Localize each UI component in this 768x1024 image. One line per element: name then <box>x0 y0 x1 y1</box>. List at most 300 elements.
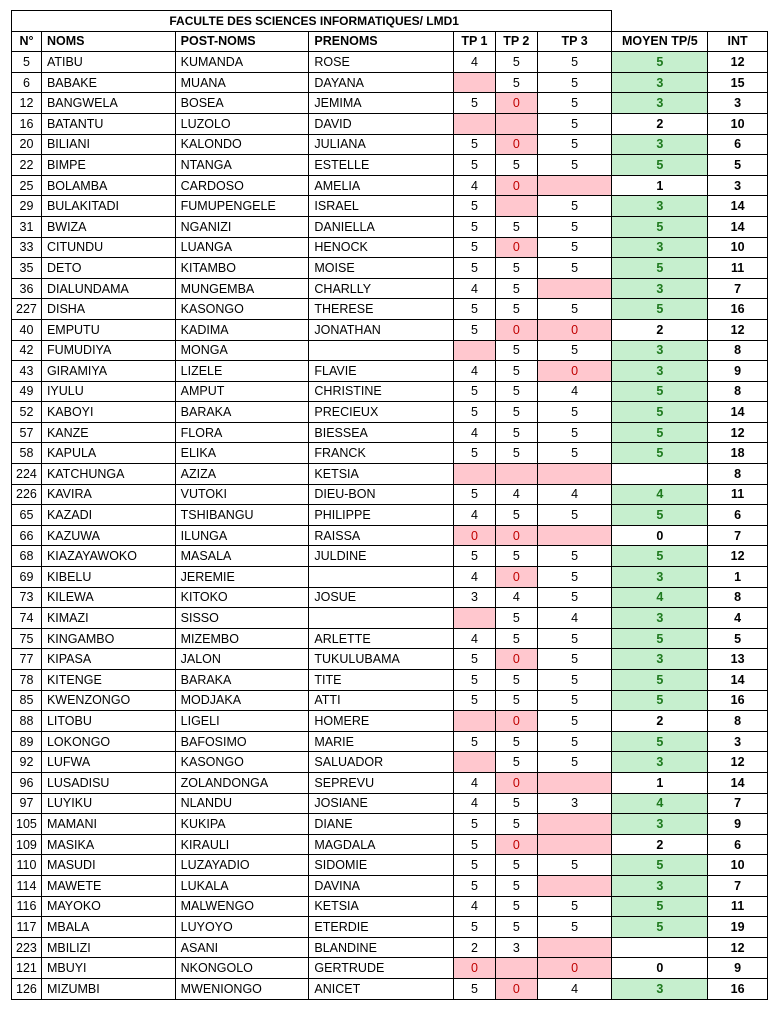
table-row <box>12 711 768 732</box>
cell-tp3: 5 <box>537 93 612 114</box>
cell-int: 8 <box>708 381 768 402</box>
cell-tp1 <box>453 340 495 361</box>
cell-prenom: AMELIA <box>309 175 454 196</box>
cell-post-nom: MASALA <box>175 546 309 567</box>
cell-nom: MIZUMBI <box>41 978 175 999</box>
cell-tp3: 5 <box>537 196 612 217</box>
cell-tp2: 0 <box>495 134 537 155</box>
cell-num: 89 <box>12 731 42 752</box>
cell-int: 13 <box>708 649 768 670</box>
cell-int: 3 <box>708 93 768 114</box>
table-row <box>12 258 768 279</box>
cell-tp1: 4 <box>453 628 495 649</box>
cell-tp3: 5 <box>537 896 612 917</box>
cell-post-nom: AMPUT <box>175 381 309 402</box>
cell-post-nom: ILUNGA <box>175 525 309 546</box>
cell-int: 18 <box>708 443 768 464</box>
cell-tp3: 5 <box>537 690 612 711</box>
cell-post-nom: BARAKA <box>175 402 309 423</box>
cell-nom: EMPUTU <box>41 319 175 340</box>
cell-tp2: 5 <box>495 381 537 402</box>
header-tp2: TP 2 <box>495 31 537 52</box>
cell-int: 16 <box>708 978 768 999</box>
cell-int: 12 <box>708 546 768 567</box>
cell-tp3: 5 <box>537 340 612 361</box>
cell-num: 58 <box>12 443 42 464</box>
cell-prenom: KETSIA <box>309 896 454 917</box>
cell-moyen: 2 <box>612 711 708 732</box>
cell-prenom: DAVID <box>309 113 454 134</box>
table-row <box>12 690 768 711</box>
cell-prenom <box>309 567 454 588</box>
cell-tp3: 5 <box>537 649 612 670</box>
cell-tp1: 5 <box>453 855 495 876</box>
cell-nom: KANZE <box>41 422 175 443</box>
cell-tp3: 4 <box>537 484 612 505</box>
cell-moyen: 3 <box>612 72 708 93</box>
table-row <box>12 464 768 485</box>
cell-int: 11 <box>708 896 768 917</box>
header-tp3: TP 3 <box>537 31 612 52</box>
cell-prenom: TITE <box>309 670 454 691</box>
table-row <box>12 155 768 176</box>
cell-prenom: HOMERE <box>309 711 454 732</box>
cell-num: 73 <box>12 587 42 608</box>
cell-int: 7 <box>708 793 768 814</box>
cell-prenom: BIESSEA <box>309 422 454 443</box>
title-row <box>12 11 768 32</box>
cell-int: 12 <box>708 752 768 773</box>
cell-moyen: 3 <box>612 567 708 588</box>
cell-int: 10 <box>708 113 768 134</box>
table-row <box>12 608 768 629</box>
cell-post-nom: SISSO <box>175 608 309 629</box>
cell-tp1: 5 <box>453 670 495 691</box>
cell-moyen: 5 <box>612 917 708 938</box>
cell-post-nom: MIZEMBO <box>175 628 309 649</box>
cell-tp2: 0 <box>495 711 537 732</box>
cell-int: 5 <box>708 155 768 176</box>
cell-tp3: 5 <box>537 917 612 938</box>
cell-tp3: 5 <box>537 711 612 732</box>
cell-tp1: 5 <box>453 237 495 258</box>
table-row <box>12 628 768 649</box>
cell-post-nom: NGANIZI <box>175 216 309 237</box>
cell-tp1: 5 <box>453 443 495 464</box>
cell-num: 68 <box>12 546 42 567</box>
table-row <box>12 731 768 752</box>
cell-moyen: 3 <box>612 608 708 629</box>
table-row <box>12 134 768 155</box>
cell-num: 36 <box>12 278 42 299</box>
cell-int: 14 <box>708 216 768 237</box>
cell-nom: BIMPE <box>41 155 175 176</box>
cell-num: 223 <box>12 937 42 958</box>
cell-post-nom: MWENIONGO <box>175 978 309 999</box>
cell-nom: KILEWA <box>41 587 175 608</box>
cell-tp1 <box>453 72 495 93</box>
cell-moyen: 3 <box>612 340 708 361</box>
cell-tp1: 5 <box>453 196 495 217</box>
cell-post-nom: KITOKO <box>175 587 309 608</box>
cell-tp3 <box>537 937 612 958</box>
cell-tp2: 5 <box>495 855 537 876</box>
cell-num: 105 <box>12 814 42 835</box>
cell-tp3: 5 <box>537 72 612 93</box>
cell-prenom <box>309 340 454 361</box>
cell-tp3: 5 <box>537 587 612 608</box>
cell-moyen: 5 <box>612 155 708 176</box>
cell-tp1 <box>453 113 495 134</box>
cell-nom: MBILIZI <box>41 937 175 958</box>
table-row <box>12 814 768 835</box>
cell-tp3: 5 <box>537 670 612 691</box>
table-row <box>12 196 768 217</box>
cell-post-nom: NLANDU <box>175 793 309 814</box>
cell-tp1: 4 <box>453 422 495 443</box>
cell-prenom: ETERDIE <box>309 917 454 938</box>
cell-tp1: 5 <box>453 319 495 340</box>
cell-num: 6 <box>12 72 42 93</box>
cell-num: 226 <box>12 484 42 505</box>
cell-tp2: 5 <box>495 752 537 773</box>
cell-moyen: 3 <box>612 649 708 670</box>
table-row <box>12 978 768 999</box>
cell-moyen: 3 <box>612 814 708 835</box>
cell-prenom: CHRISTINE <box>309 381 454 402</box>
cell-int: 19 <box>708 917 768 938</box>
table-row <box>12 875 768 896</box>
cell-nom: KAPULA <box>41 443 175 464</box>
cell-tp2: 5 <box>495 546 537 567</box>
cell-int: 1 <box>708 567 768 588</box>
cell-tp3: 5 <box>537 505 612 526</box>
cell-post-nom: VUTOKI <box>175 484 309 505</box>
cell-tp3 <box>537 875 612 896</box>
cell-moyen: 0 <box>612 525 708 546</box>
cell-post-nom: KITAMBO <box>175 258 309 279</box>
cell-moyen: 5 <box>612 216 708 237</box>
cell-prenom: ARLETTE <box>309 628 454 649</box>
cell-moyen: 2 <box>612 113 708 134</box>
cell-int: 9 <box>708 958 768 979</box>
cell-int: 8 <box>708 464 768 485</box>
cell-num: 109 <box>12 834 42 855</box>
table-row <box>12 72 768 93</box>
cell-tp2: 5 <box>495 608 537 629</box>
cell-tp1: 5 <box>453 155 495 176</box>
cell-tp3: 4 <box>537 978 612 999</box>
cell-int: 6 <box>708 134 768 155</box>
cell-tp2: 5 <box>495 731 537 752</box>
cell-nom: BANGWELA <box>41 93 175 114</box>
cell-moyen: 5 <box>612 258 708 279</box>
cell-post-nom: LUKALA <box>175 875 309 896</box>
cell-int: 3 <box>708 731 768 752</box>
cell-post-nom: MONGA <box>175 340 309 361</box>
cell-tp3: 5 <box>537 628 612 649</box>
header-row <box>12 31 768 52</box>
cell-moyen: 3 <box>612 134 708 155</box>
cell-post-nom: BOSEA <box>175 93 309 114</box>
cell-prenom <box>309 608 454 629</box>
table-row <box>12 937 768 958</box>
cell-prenom: DAVINA <box>309 875 454 896</box>
cell-tp1 <box>453 711 495 732</box>
cell-tp1: 5 <box>453 649 495 670</box>
cell-post-nom: NTANGA <box>175 155 309 176</box>
cell-prenom: RAISSA <box>309 525 454 546</box>
table-row <box>12 793 768 814</box>
cell-prenom: THERESE <box>309 299 454 320</box>
cell-num: 20 <box>12 134 42 155</box>
cell-int: 7 <box>708 875 768 896</box>
cell-nom: FUMUDIYA <box>41 340 175 361</box>
cell-nom: MAMANI <box>41 814 175 835</box>
cell-tp2: 5 <box>495 793 537 814</box>
cell-tp3: 5 <box>537 567 612 588</box>
cell-tp1: 4 <box>453 567 495 588</box>
cell-prenom: DIEU-BON <box>309 484 454 505</box>
cell-tp1: 5 <box>453 834 495 855</box>
cell-num: 117 <box>12 917 42 938</box>
table-row <box>12 361 768 382</box>
cell-tp3 <box>537 464 612 485</box>
header-post-noms: POST-NOMS <box>175 31 309 52</box>
cell-post-nom: CARDOSO <box>175 175 309 196</box>
table-row <box>12 278 768 299</box>
cell-moyen: 5 <box>612 896 708 917</box>
cell-num: 12 <box>12 93 42 114</box>
cell-tp2: 5 <box>495 917 537 938</box>
cell-num: 126 <box>12 978 42 999</box>
cell-num: 97 <box>12 793 42 814</box>
cell-int: 12 <box>708 319 768 340</box>
cell-nom: BULAKITADI <box>41 196 175 217</box>
table-row <box>12 834 768 855</box>
cell-tp1: 5 <box>453 690 495 711</box>
cell-nom: BWIZA <box>41 216 175 237</box>
cell-num: 116 <box>12 896 42 917</box>
cell-nom: BATANTU <box>41 113 175 134</box>
cell-tp1: 2 <box>453 937 495 958</box>
header-prenoms: PRENOMS <box>309 31 454 52</box>
cell-nom: KAVIRA <box>41 484 175 505</box>
cell-num: 25 <box>12 175 42 196</box>
table-row <box>12 649 768 670</box>
cell-moyen <box>612 937 708 958</box>
table-row <box>12 896 768 917</box>
cell-tp3 <box>537 525 612 546</box>
table-row <box>12 175 768 196</box>
cell-tp1: 0 <box>453 525 495 546</box>
cell-tp3 <box>537 772 612 793</box>
cell-tp3 <box>537 175 612 196</box>
cell-tp3: 5 <box>537 216 612 237</box>
cell-tp3: 5 <box>537 237 612 258</box>
cell-post-nom: KALONDO <box>175 134 309 155</box>
cell-tp3: 5 <box>537 752 612 773</box>
cell-num: 49 <box>12 381 42 402</box>
cell-tp3: 0 <box>537 319 612 340</box>
cell-num: 33 <box>12 237 42 258</box>
cell-num: 43 <box>12 361 42 382</box>
table-row <box>12 381 768 402</box>
table-row <box>12 752 768 773</box>
cell-tp2: 5 <box>495 422 537 443</box>
cell-int: 16 <box>708 299 768 320</box>
cell-tp2: 0 <box>495 525 537 546</box>
table-row <box>12 484 768 505</box>
cell-nom: KIMAZI <box>41 608 175 629</box>
cell-moyen: 5 <box>612 52 708 73</box>
header-noms: NOMS <box>41 31 175 52</box>
cell-moyen: 3 <box>612 278 708 299</box>
table-row <box>12 299 768 320</box>
cell-tp2: 4 <box>495 484 537 505</box>
cell-tp2: 5 <box>495 814 537 835</box>
cell-prenom: DANIELLA <box>309 216 454 237</box>
cell-tp2: 5 <box>495 896 537 917</box>
cell-prenom: SALUADOR <box>309 752 454 773</box>
cell-num: 92 <box>12 752 42 773</box>
cell-tp3: 4 <box>537 608 612 629</box>
cell-prenom: CHARLLY <box>309 278 454 299</box>
cell-nom: BILIANI <box>41 134 175 155</box>
cell-tp1: 5 <box>453 402 495 423</box>
cell-int: 6 <box>708 834 768 855</box>
cell-moyen: 3 <box>612 752 708 773</box>
cell-num: 96 <box>12 772 42 793</box>
cell-moyen: 5 <box>612 731 708 752</box>
cell-int: 9 <box>708 814 768 835</box>
table-row <box>12 670 768 691</box>
cell-moyen: 5 <box>612 855 708 876</box>
cell-tp2 <box>495 113 537 134</box>
cell-prenom: HENOCK <box>309 237 454 258</box>
cell-nom: MAWETE <box>41 875 175 896</box>
cell-moyen: 5 <box>612 299 708 320</box>
cell-num: 85 <box>12 690 42 711</box>
cell-tp3 <box>537 278 612 299</box>
cell-tp1: 4 <box>453 278 495 299</box>
cell-tp2: 5 <box>495 72 537 93</box>
cell-tp1: 5 <box>453 978 495 999</box>
cell-prenom: JOSUE <box>309 587 454 608</box>
cell-num: 74 <box>12 608 42 629</box>
cell-tp1: 5 <box>453 814 495 835</box>
header-num: N° <box>12 31 42 52</box>
cell-post-nom: MUNGEMBA <box>175 278 309 299</box>
cell-num: 22 <box>12 155 42 176</box>
cell-prenom: ROSE <box>309 52 454 73</box>
cell-post-nom: JALON <box>175 649 309 670</box>
cell-post-nom: ZOLANDONGA <box>175 772 309 793</box>
cell-prenom: MARIE <box>309 731 454 752</box>
cell-moyen: 3 <box>612 93 708 114</box>
cell-moyen: 2 <box>612 834 708 855</box>
cell-tp1: 5 <box>453 917 495 938</box>
cell-tp3: 5 <box>537 422 612 443</box>
cell-tp2: 0 <box>495 649 537 670</box>
cell-tp2: 5 <box>495 216 537 237</box>
cell-tp2: 0 <box>495 319 537 340</box>
cell-int: 14 <box>708 670 768 691</box>
cell-tp1: 4 <box>453 175 495 196</box>
cell-post-nom: MALWENGO <box>175 896 309 917</box>
cell-num: 66 <box>12 525 42 546</box>
cell-tp2 <box>495 196 537 217</box>
cell-nom: KIPASA <box>41 649 175 670</box>
cell-int: 4 <box>708 608 768 629</box>
cell-num: 69 <box>12 567 42 588</box>
cell-int: 11 <box>708 484 768 505</box>
cell-tp1: 5 <box>453 93 495 114</box>
cell-nom: DISHA <box>41 299 175 320</box>
cell-tp2: 5 <box>495 155 537 176</box>
cell-tp3: 5 <box>537 299 612 320</box>
cell-num: 16 <box>12 113 42 134</box>
cell-nom: LUYIKU <box>41 793 175 814</box>
cell-int: 8 <box>708 587 768 608</box>
cell-tp1: 4 <box>453 793 495 814</box>
cell-prenom: SEPREVU <box>309 772 454 793</box>
cell-int: 3 <box>708 175 768 196</box>
cell-tp1: 5 <box>453 875 495 896</box>
cell-moyen: 4 <box>612 793 708 814</box>
cell-tp1: 5 <box>453 381 495 402</box>
cell-nom: LUFWA <box>41 752 175 773</box>
cell-nom: KAZUWA <box>41 525 175 546</box>
cell-post-nom: MUANA <box>175 72 309 93</box>
cell-prenom: TUKULUBAMA <box>309 649 454 670</box>
header-moyen: MOYEN TP/5 <box>612 31 708 52</box>
cell-tp3: 5 <box>537 155 612 176</box>
cell-num: 35 <box>12 258 42 279</box>
cell-prenom: MOISE <box>309 258 454 279</box>
cell-tp3: 0 <box>537 958 612 979</box>
sheet-title: FACULTE DES SCIENCES INFORMATIQUES/ LMD1 <box>12 11 612 32</box>
table-row <box>12 113 768 134</box>
cell-post-nom: ASANI <box>175 937 309 958</box>
cell-tp2: 5 <box>495 340 537 361</box>
cell-tp1 <box>453 464 495 485</box>
cell-num: 31 <box>12 216 42 237</box>
cell-int: 11 <box>708 258 768 279</box>
header-tp1: TP 1 <box>453 31 495 52</box>
cell-prenom: PHILIPPE <box>309 505 454 526</box>
cell-prenom: GERTRUDE <box>309 958 454 979</box>
cell-tp1: 0 <box>453 958 495 979</box>
cell-tp1: 4 <box>453 505 495 526</box>
cell-num: 114 <box>12 875 42 896</box>
cell-prenom: BLANDINE <box>309 937 454 958</box>
cell-tp1: 4 <box>453 361 495 382</box>
cell-tp3: 4 <box>537 381 612 402</box>
cell-nom: MASIKA <box>41 834 175 855</box>
cell-tp1: 5 <box>453 731 495 752</box>
cell-moyen: 5 <box>612 690 708 711</box>
cell-tp1: 5 <box>453 546 495 567</box>
cell-tp1: 5 <box>453 216 495 237</box>
cell-prenom: DAYANA <box>309 72 454 93</box>
cell-nom: IYULU <box>41 381 175 402</box>
cell-num: 40 <box>12 319 42 340</box>
cell-tp2: 5 <box>495 299 537 320</box>
cell-num: 65 <box>12 505 42 526</box>
cell-int: 12 <box>708 422 768 443</box>
cell-tp3: 5 <box>537 134 612 155</box>
